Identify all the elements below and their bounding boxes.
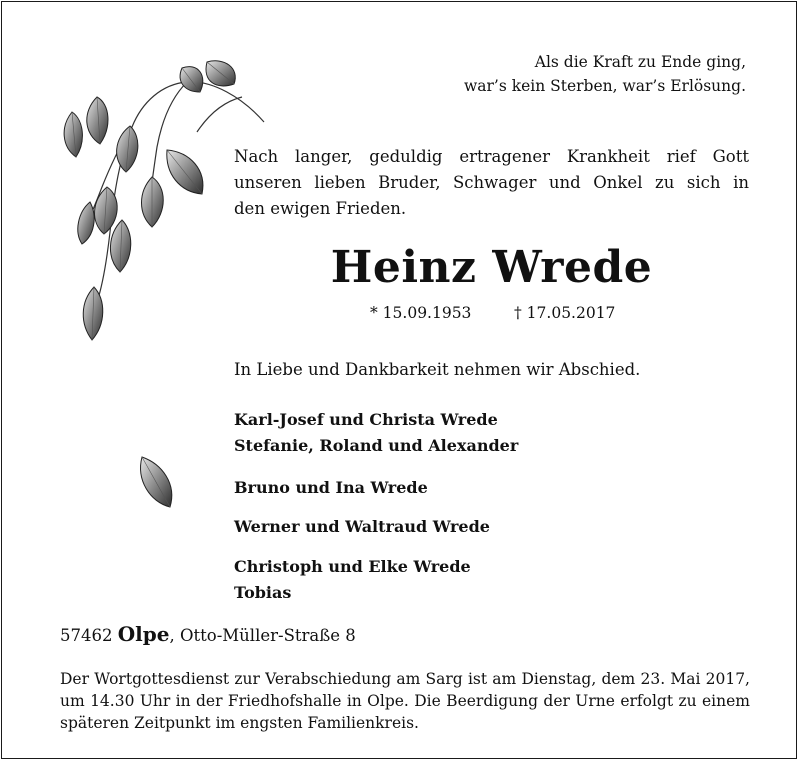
family-group <box>234 475 428 501</box>
family-line: Karl-Josef und Christa Wrede <box>234 410 498 429</box>
farewell-text: In Liebe und Dankbarkeit nehmen wir Abschied. <box>234 360 641 379</box>
intro-line: unseren lieben Bruder, Schwager und Onkel zu sich in <box>234 173 749 192</box>
family-line: Christoph und Elke Wrede <box>234 557 471 576</box>
intro-line: Nach langer, geduldig ertragener Krankheit rief Gott <box>234 147 749 166</box>
deceased-name: Heinz Wrede <box>330 242 653 293</box>
intro-text <box>234 144 749 222</box>
intro-line: den ewigen Frieden. <box>234 199 407 218</box>
family-group <box>234 554 471 606</box>
motto-line: Als die Kraft zu Ende ging, <box>534 53 746 71</box>
birth-date: * 15.09.1953 <box>370 304 472 322</box>
service-line: um 14.30 Uhr in der Friedhofshalle in Olpe. Die Beerdigung der Urne erfolgt zu einem <box>60 692 750 710</box>
motto-line: war’s kein Sterben, war’s Erlösung. <box>463 77 746 95</box>
family-group <box>234 514 490 540</box>
service-line: Der Wortgottesdienst zur Verabschiedung am Sarg ist am Dienstag, dem 23. Mai 2017, <box>60 670 750 688</box>
address <box>60 622 356 646</box>
death-date: † 17.05.2017 <box>514 304 616 322</box>
address-zip: 57462 <box>60 626 113 645</box>
address-street: , Otto-Müller-Straße 8 <box>169 626 356 645</box>
family-line: Stefanie, Roland und Alexander <box>234 436 519 455</box>
obituary-card <box>1 1 797 759</box>
family-line: Bruno und Ina Wrede <box>234 478 428 497</box>
address-city: Olpe <box>117 622 170 646</box>
motto <box>464 50 746 98</box>
service-info <box>60 668 750 734</box>
family-line: Tobias <box>234 583 292 602</box>
service-line: späteren Zeitpunkt im engsten Familienkreis. <box>60 714 419 732</box>
family-line: Werner und Waltraud Wrede <box>234 517 490 536</box>
family-group <box>234 407 518 459</box>
